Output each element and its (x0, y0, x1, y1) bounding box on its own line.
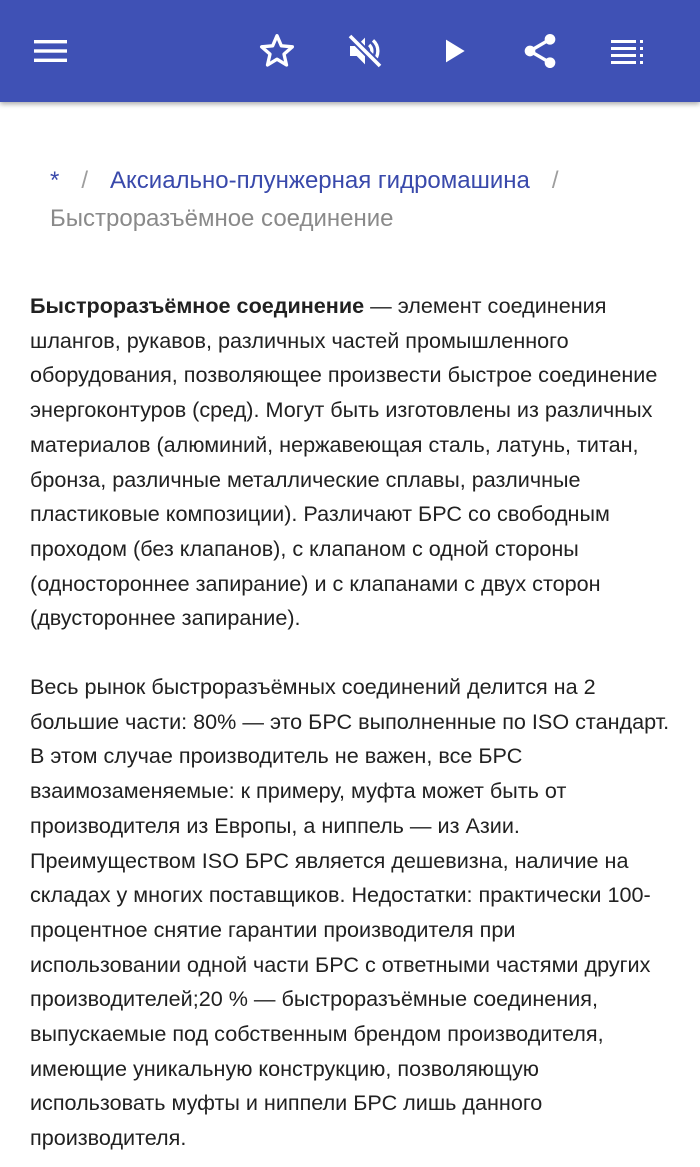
breadcrumb-root-link[interactable]: * (50, 167, 60, 194)
page-content (30, 102, 670, 1156)
play-icon (438, 35, 470, 67)
favorite-button[interactable] (252, 26, 302, 76)
menu-icon (33, 37, 69, 65)
breadcrumb-separator: / (551, 167, 559, 194)
article-body (30, 289, 670, 1156)
mute-icon (345, 31, 385, 71)
breadcrumb-current: Быстроразъёмное соединение (50, 205, 394, 232)
mute-button[interactable] (340, 26, 390, 76)
share-icon (520, 31, 560, 71)
breadcrumb (30, 162, 670, 238)
contents-button[interactable] (603, 26, 653, 76)
star-icon (257, 31, 297, 71)
article-term: Быстроразъёмное соединение (30, 293, 365, 318)
breadcrumb-separator: / (81, 167, 89, 194)
article-paragraph (30, 289, 670, 636)
breadcrumb-parent-link[interactable]: Аксиально-плунжерная гидромашина (110, 167, 530, 194)
list-icon (610, 37, 646, 65)
menu-button[interactable] (26, 26, 76, 76)
share-button[interactable] (515, 26, 565, 76)
article-paragraph-text: — элемент соединения шлангов, рукавов, различных частей промышленного оборудования, позволяющее произвести быстрое соединение энергоконтуров (сред). Могут быть изготовлены из различных материалов (алюминий, нержавеющая сталь, латунь, титан, бронза, различные металлические сплавы, различные пластиковые композиции). Различают БРС со свободным проходом (без клапанов), с клапаном с одной стороны (одностороннее запирание) и с клапанами с двух сторон (двустороннее запирание). (30, 293, 658, 631)
play-button[interactable] (429, 26, 479, 76)
app-bar (0, 0, 700, 102)
article-paragraph: Весь рынок быстроразъёмных соединений делится на 2 большие части: 80% — это БРС выполненные по ISO стандарт. В этом случае производитель не важен, все БРС взаимозаменяемые: к примеру, муфта может быть от производителя из Европы, а ниппель — из Азии. Преимуществом ISO БРС является дешевизна, наличие на складах у многих поставщиков. Недостатки: практически 100-процентное снятие гарантии производителя при использовании одной части БРС с ответными частями других производителей;20 % — быстроразъёмные соединения, выпускаемые под собственным брендом производителя, имеющие уникальную конструкцию, позволяющую использовать муфты и ниппели БРС лишь данного производителя. (30, 674, 670, 1151)
